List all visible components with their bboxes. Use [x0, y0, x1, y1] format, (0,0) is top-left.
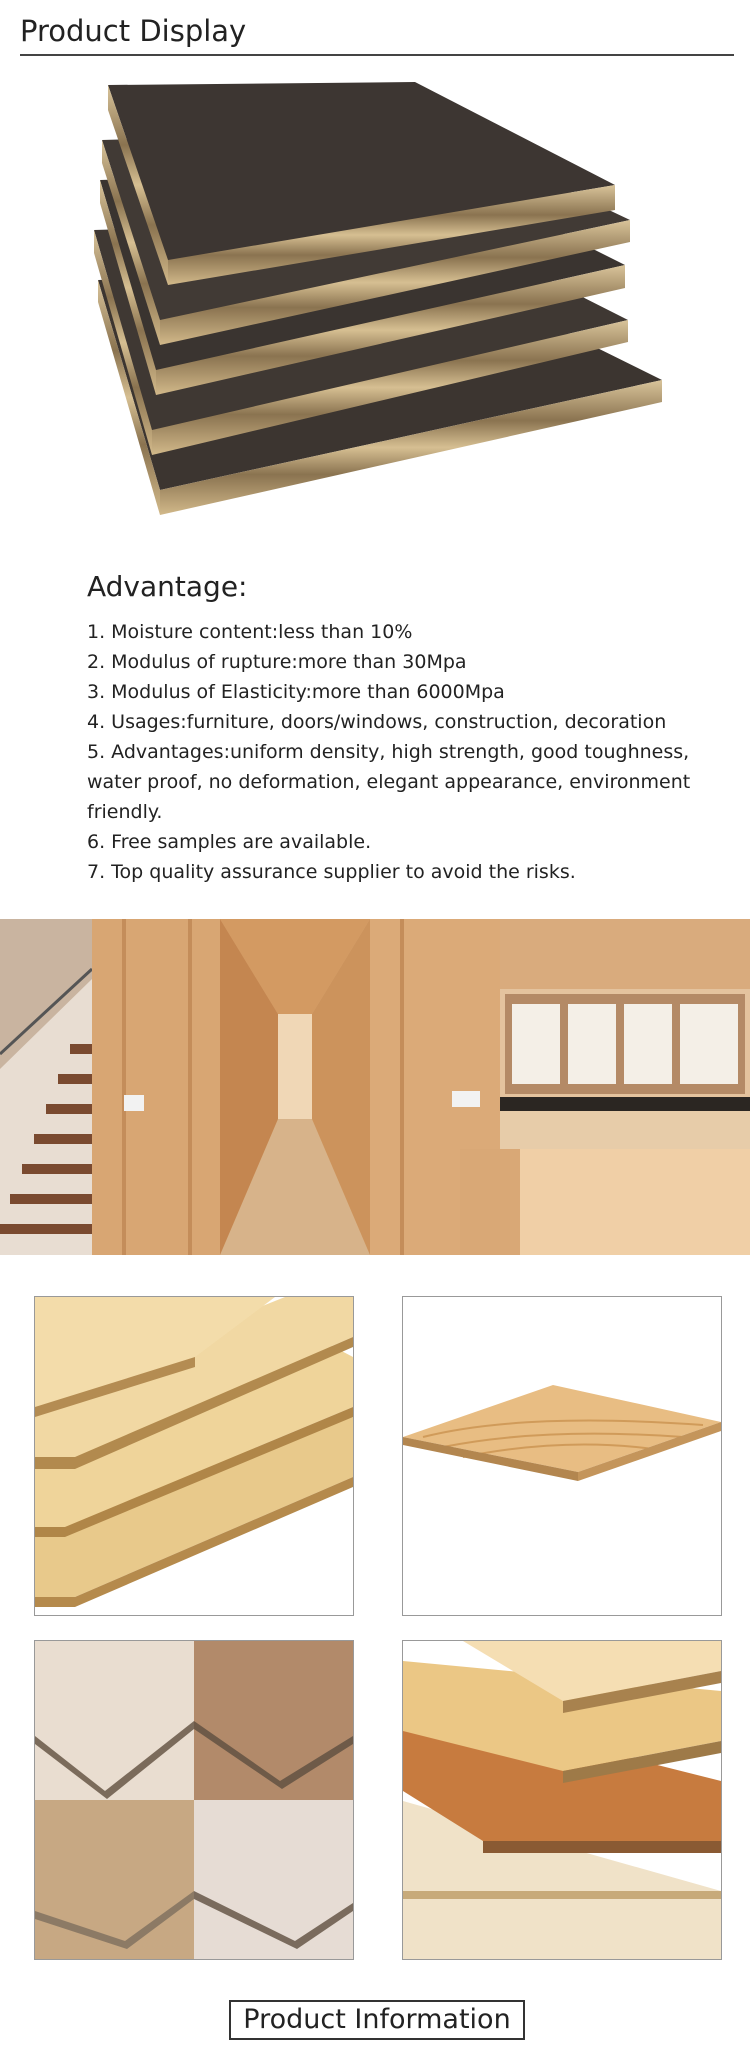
section-header	[20, 8, 734, 56]
interior-applications-image	[0, 919, 750, 1255]
list-item: 5. Advantages:uniform density, high strength, good toughness, water proof, no deformation, elegant appearance, environment friendly.	[87, 741, 691, 823]
advantage-heading: Advantage:	[87, 570, 248, 603]
page-title: Product Display	[20, 14, 247, 48]
list-item: 2. Modulus of rupture:more than 30Mpa	[87, 651, 467, 673]
advantage-list	[87, 617, 707, 887]
product-image-assorted-boards	[34, 1640, 354, 1960]
list-item: 4. Usages:furniture, doors/windows, construction, decoration	[87, 711, 667, 733]
product-image-plywood-varieties	[402, 1640, 722, 1960]
list-item: 6. Free samples are available.	[87, 831, 372, 853]
product-information-heading: Product Information	[229, 2000, 525, 2040]
advantage-section	[87, 570, 707, 887]
list-item: 1. Moisture content:less than 10%	[87, 621, 413, 643]
list-item: 7. Top quality assurance supplier to avoid the risks.	[87, 861, 576, 883]
product-image-film-faced-plywood-stack	[80, 70, 680, 550]
product-image-birch-plywood-stack	[34, 1296, 354, 1616]
list-item: 3. Modulus of Elasticity:more than 6000Mpa	[87, 681, 505, 703]
product-image-pine-plywood-sheet	[402, 1296, 722, 1616]
